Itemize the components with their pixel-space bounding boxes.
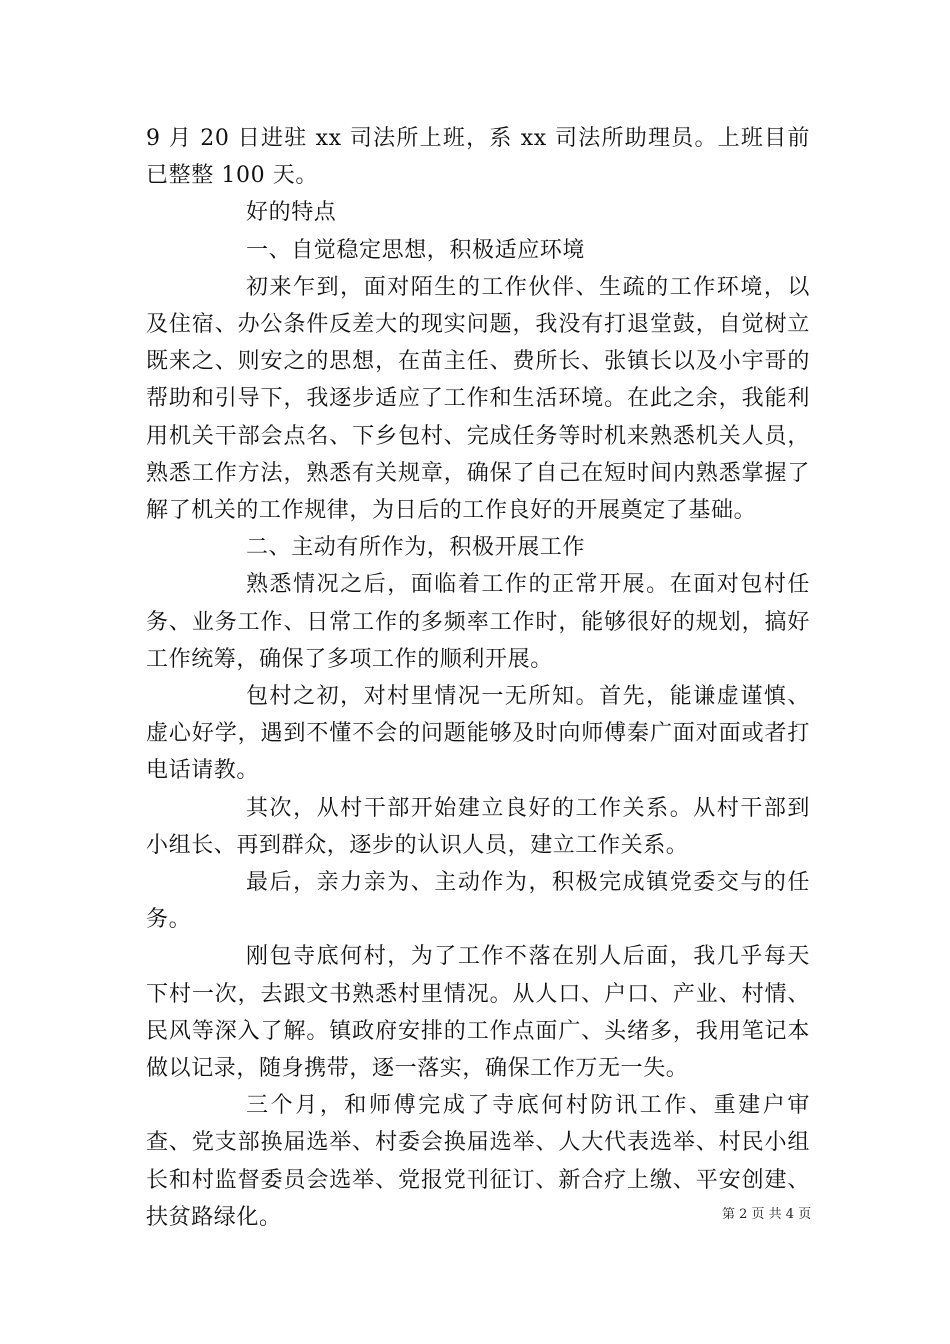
paragraph-intro: 9 月 20 日进驻 xx 司法所上班，系 xx 司法所助理员。上班目前已整整 100 天。	[146, 126, 810, 189]
page-number-footer: 第 2 页 共 4 页	[722, 1207, 812, 1222]
paragraph-village-start: 包村之初，对村里情况一无所知。首先，能谦虚谨慎、虚心好学，遇到不懂不会的问题能够及时向师傅秦广面对面或者打电话请教。	[146, 684, 810, 784]
paragraph-village-work: 刚包寺底何村，为了工作不落在别人后面，我几乎每天下村一次，去跟文书熟悉村里情况。从人口、户口、产业、村情、民风等深入了解。镇政府安排的工作点面广、头绪多，我用笔记本做以记录，随身携带，逐一落实，确保工作万无一失。	[146, 944, 810, 1082]
paragraph-three-months: 三个月，和师傅完成了寺底何村防讯工作、重建户审查、党支部换届选举、村委会换届选举、人大代表选举、村民小组长和村监督委员会选举、党报党刊征订、新合疗上缴、平安创建、扶贫路绿化。	[146, 1093, 810, 1230]
document-body	[146, 120, 810, 1236]
paragraph-work: 熟悉情况之后，面临着工作的正常开展。在面对包村任务、业务工作、日常工作的多频率工作时，能够很好的规划，搞好工作统筹，确保了多项工作的顺利开展。	[146, 572, 810, 672]
paragraph-next: 其次，从村干部开始建立良好的工作关系。从村干部到小组长、再到群众，逐步的认识人员，建立工作关系。	[146, 795, 810, 858]
subheading-one: 一、自觉稳定思想，积极适应环境	[246, 237, 586, 263]
paragraph-adapt: 初来乍到，面对陌生的工作伙伴、生疏的工作环境，以及住宿、办公条件反差大的现实问题，我没有打退堂鼓，自觉树立既来之、则安之的思想，在苗主任、费所长、张镇长以及小宇哥的帮助和引导下，我逐步适应了工作和生活环境。在此之余，我能利用机关干部会点名、下乡包村、完成任务等时机来熟悉机关人员，熟悉工作方法，熟悉有关规章，确保了自己在短时间内熟悉掌握了解了机关的工作规律，为日后的工作良好的开展奠定了基础。	[146, 274, 810, 524]
subheading-two: 二、主动有所作为，积极开展工作	[246, 535, 586, 561]
section-heading: 好的特点	[246, 200, 337, 226]
paragraph-finally: 最后，亲力亲为、主动作为，积极完成镇党委交与的任务。	[146, 870, 810, 933]
